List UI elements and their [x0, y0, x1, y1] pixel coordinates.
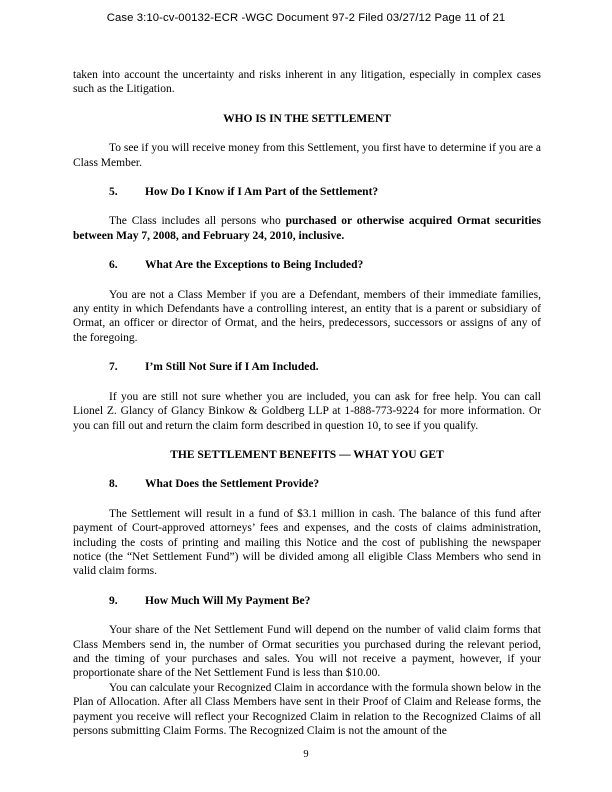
question-number: 8.: [109, 478, 118, 491]
document-body: [73, 68, 541, 738]
paragraph-q5-text: The Class includes all persons who: [109, 215, 286, 228]
question-7-heading: [73, 360, 541, 374]
paragraph-q5: [73, 214, 541, 243]
question-6-heading: [73, 258, 541, 272]
question-8-heading: [73, 477, 541, 491]
question-9-heading: [73, 594, 541, 608]
question-number: 9.: [109, 594, 118, 607]
question-title: I’m Still Not Sure if I Am Included.: [145, 361, 319, 374]
case-header: Case 3:10-cv-00132-ECR -WGC Document 97-2 Filed 03/27/12 Page 11 of 21: [106, 12, 506, 24]
section-heading-who: WHO IS IN THE SETTLEMENT: [223, 112, 391, 125]
question-number: 5.: [109, 186, 118, 199]
page-number: 9: [303, 749, 309, 760]
question-number: 6.: [109, 259, 118, 272]
continuation-paragraph: taken into account the uncertainty and risks inherent in any litigation, especially in complex cases such as the Litigation.: [73, 69, 541, 96]
paragraph-q8: The Settlement will result in a fund of $3.1 million in cash. The balance of this fund after payment of Court-approved attorneys’ fees and expenses, and the costs of claims administration, including the costs of printing and mailing this Notice and the cost of publishing the newspaper notice (the “Net Settlement Fund”) will be divided among all eligible Class Members who send in valid claim forms.: [73, 507, 541, 578]
question-title: What Are the Exceptions to Being Included?: [145, 259, 364, 272]
paragraph-who: To see if you will receive money from this Settlement, you first have to determine if you are a Class Member.: [73, 142, 541, 169]
question-number: 7.: [109, 361, 118, 374]
question-title: How Do I Know if I Am Part of the Settlement?: [145, 186, 379, 199]
section-heading-benefits: THE SETTLEMENT BENEFITS — WHAT YOU GET: [170, 448, 444, 461]
paragraph-q9-b: You can calculate your Recognized Claim in accordance with the formula shown below in the Plan of Allocation. After all Class Members have sent in their Proof of Claim and Release forms, the payment you receive will reflect your Recognized Claim in relation to the Recognized Claims of all persons submitting Claim Forms. The Recognized Claim is not the amount of the: [73, 681, 541, 737]
paragraph-q5-bold: purchased or otherwise acquired Ormat securities between May 7, 2008, and February 24, 2010, inclusive.: [73, 215, 541, 242]
paragraph-q9-a: Your share of the Net Settlement Fund will depend on the number of valid claim forms that Class Members send in, the number of Ormat securities you purchased during the relevant period, and the timing of your purchases and sales. You will not receive a payment, however, if your proportionate share of the Net Settlement Fund is less than $10.00.: [73, 624, 541, 680]
question-title: How Much Will My Payment Be?: [145, 594, 311, 607]
question-5-heading: [73, 185, 541, 199]
paragraph-q7: If you are still not sure whether you are included, you can ask for free help. You can call Lionel Z. Glancy of Glancy Binkow & Goldberg LLP at 1-888-773-9224 for more information. Or you can fill out and return the claim form described in question 10, to see if you qualify.: [73, 390, 541, 432]
question-title: What Does the Settlement Provide?: [145, 478, 320, 491]
paragraph-q6: You are not a Class Member if you are a Defendant, members of their immediate families, any entity in which Defendants have a controlling interest, an entity that is a parent or subsidiary of Ormat, an officer or director of Ormat, and the heirs, predecessors, successors or assigns of any of the foregoing.: [73, 288, 541, 344]
